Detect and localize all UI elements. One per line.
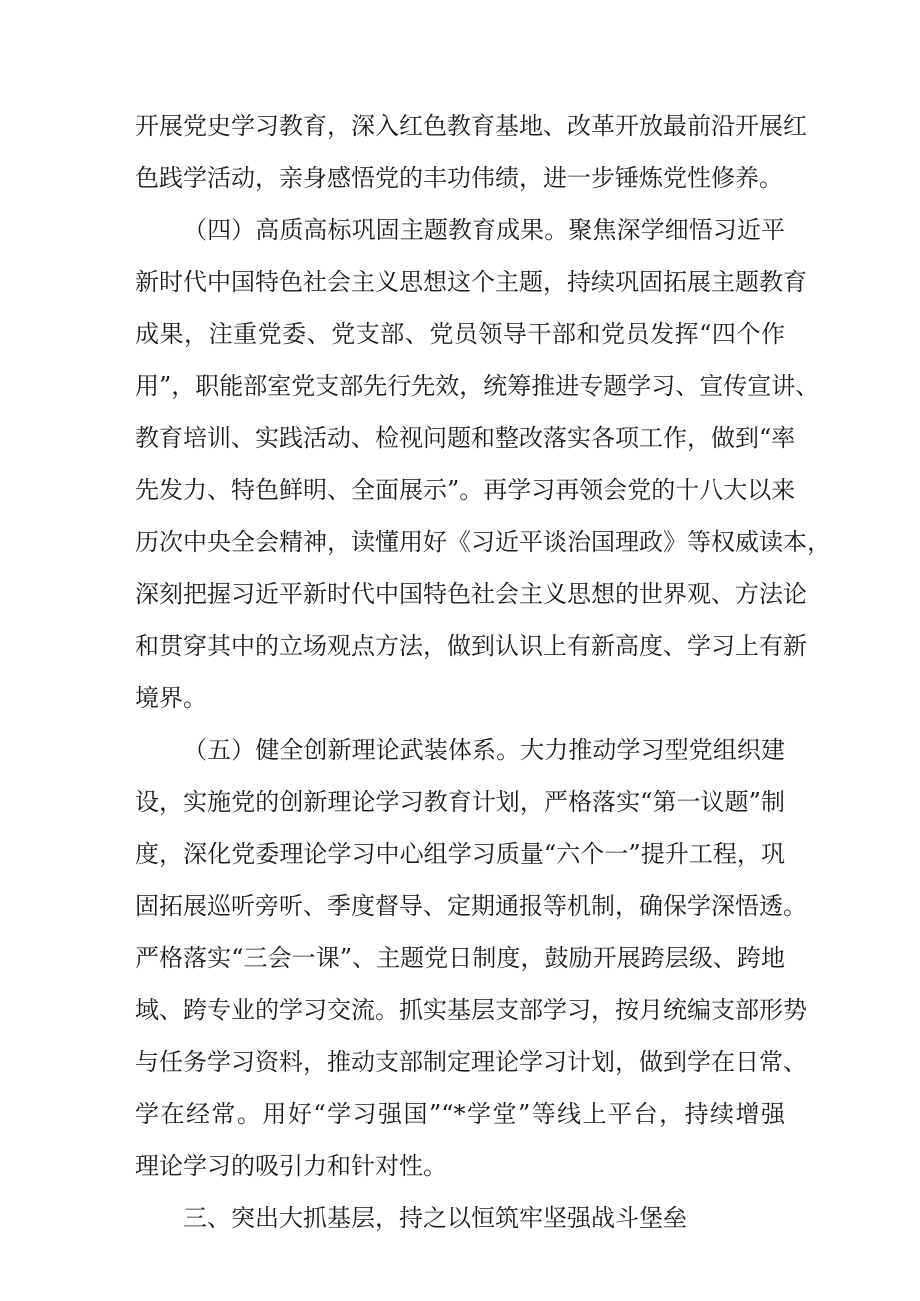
- text-line: 与任务学习资料，推动支部制定理论学习计划，做到学在日常、: [135, 1048, 807, 1076]
- text-line: 先发力、特色鲜明、全面展示”。再学习再领会党的十八大以来: [135, 476, 796, 504]
- text-line: 境界。: [135, 684, 207, 712]
- text-line: 设，实施党的创新理论学习教育计划，严格落实“第一议题”制: [135, 788, 785, 816]
- text-line: 色践学活动，亲身感悟党的丰功伟绩，进一步锤炼党性修养。: [135, 164, 783, 192]
- text-line: 成果，注重党委、党支部、党员领导干部和党员发挥“四个作: [135, 320, 785, 348]
- text-line: 域、跨专业的学习交流。抓实基层支部学习，按月统编支部形势: [135, 996, 807, 1024]
- text-line: 固拓展巡听旁听、季度督导、定期通报等机制，确保学深悟透。: [135, 892, 807, 920]
- section-heading: 三、突出大抓基层，持之以恒筑牢坚强战斗堡垒: [183, 1204, 687, 1232]
- text-line: 深刻把握习近平新时代中国特色社会主义思想的世界观、方法论: [135, 580, 807, 608]
- text-line: 历次中央全会精神，读懂用好《习近平谈治国理政》等权威读本，: [135, 528, 831, 556]
- text-line: 用”，职能部室党支部先行先效，统筹推进专题学习、宣传宣讲、: [135, 372, 820, 400]
- text-line: 学在经常。用好“学习强国”“*学堂”等线上平台，持续增强: [135, 1100, 785, 1128]
- text-line: 新时代中国特色社会主义思想这个主题，持续巩固拓展主题教育: [135, 268, 807, 296]
- text-line: 理论学习的吸引力和针对性。: [135, 1152, 447, 1180]
- text-line: 严格落实“三会一课”、主题党日制度，鼓励开展跨层级、跨地: [135, 944, 785, 972]
- text-line: 和贯穿其中的立场观点方法，做到认识上有新高度、学习上有新: [135, 632, 807, 660]
- text-line: 教育培训、实践活动、检视问题和整改落实各项工作，做到“率: [135, 424, 796, 452]
- text-line: 度，深化党委理论学习中心组学习质量“六个一”提升工程，巩: [135, 840, 785, 868]
- text-line: （五）健全创新理论武装体系。大力推动学习型党组织建: [183, 736, 785, 764]
- text-line: 开展党史学习教育，深入红色教育基地、改革开放最前沿开展红: [135, 112, 807, 140]
- text-line: （四）高质高标巩固主题教育成果。聚焦深学细悟习近平: [183, 216, 785, 244]
